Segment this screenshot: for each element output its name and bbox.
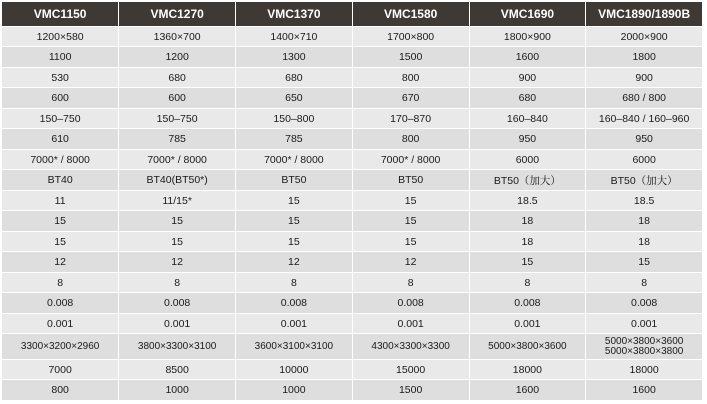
table-cell: 1100 (2, 47, 119, 67)
table-cell: BT40(BT50*) (119, 170, 236, 190)
table-cell: 150–800 (236, 108, 353, 128)
table-cell: 11/15* (119, 190, 236, 210)
table-cell: 8 (2, 272, 119, 292)
table-cell: 18 (586, 211, 703, 231)
table-cell: 1600 (586, 380, 703, 401)
table-cell: 15 (352, 190, 469, 210)
cell-line: 5000×3800×3800 (604, 345, 684, 357)
table-cell: 600 (119, 88, 236, 108)
header-cell: VMC1270 (119, 2, 236, 27)
table-cell (586, 334, 703, 360)
table-cell: 18000 (586, 359, 703, 379)
table-cell: 0.008 (586, 293, 703, 313)
table-row (2, 27, 703, 47)
table-cell: 7000* / 8000 (352, 149, 469, 169)
table-cell: 150–750 (119, 108, 236, 128)
table-cell: 1400×710 (236, 27, 353, 47)
table-cell: 3300×3200×2960 (2, 334, 119, 360)
table-body (2, 27, 703, 401)
table-cell: 18.5 (586, 190, 703, 210)
table-cell: 8 (236, 272, 353, 292)
table-cell: 0.008 (352, 293, 469, 313)
table-row (2, 211, 703, 231)
table-cell: 8500 (119, 359, 236, 379)
table-cell: 7000* / 8000 (236, 149, 353, 169)
table-cell: 18 (586, 231, 703, 251)
table-row (2, 313, 703, 333)
table-cell: 0.001 (586, 313, 703, 333)
table-row (2, 129, 703, 149)
table-cell: 0.008 (2, 293, 119, 313)
table-cell: 15 (119, 211, 236, 231)
table-cell: 0.001 (469, 313, 586, 333)
table-cell: 8 (586, 272, 703, 292)
table-cell: 12 (2, 252, 119, 272)
table-cell: 160–840 / 160–960 (586, 108, 703, 128)
table-cell: 12 (352, 252, 469, 272)
table-cell: 1800 (586, 47, 703, 67)
table-cell: BT40 (2, 170, 119, 190)
table-cell: 11 (2, 190, 119, 210)
table-cell: 680 (236, 67, 353, 87)
table-cell: 680 / 800 (586, 88, 703, 108)
table-cell: 900 (586, 67, 703, 87)
table-cell: 1500 (352, 47, 469, 67)
header-cell: VMC1690 (469, 2, 586, 27)
table-cell: 0.001 (352, 313, 469, 333)
table-cell: 6000 (586, 149, 703, 169)
table-cell: 6000 (469, 149, 586, 169)
table-cell: 8 (469, 272, 586, 292)
table-row (2, 47, 703, 67)
table-cell: 15 (236, 231, 353, 251)
table-row (2, 170, 703, 190)
table-cell: 800 (352, 67, 469, 87)
table-header (2, 2, 703, 27)
table-cell: 1700×800 (352, 27, 469, 47)
table-cell: 15 (352, 231, 469, 251)
table-cell: 15 (2, 231, 119, 251)
table-cell: 610 (2, 129, 119, 149)
table-cell: 1000 (119, 380, 236, 401)
table-cell: 0.001 (2, 313, 119, 333)
table-cell: 15000 (352, 359, 469, 379)
table-row (2, 272, 703, 292)
header-cell: VMC1580 (352, 2, 469, 27)
table-cell: 1300 (236, 47, 353, 67)
table-cell: 15 (2, 211, 119, 231)
table-cell: 150–750 (2, 108, 119, 128)
table-cell: 160–840 (469, 108, 586, 128)
table-cell: 900 (469, 67, 586, 87)
table-cell: 12 (236, 252, 353, 272)
table-cell: 3600×3100×3100 (236, 334, 353, 360)
table-cell: 10000 (236, 359, 353, 379)
table-row (2, 359, 703, 379)
table-cell: 15 (236, 211, 353, 231)
header-cell: VMC1890/1890B (586, 2, 703, 27)
table-cell: 0.008 (119, 293, 236, 313)
table-cell: 15 (352, 211, 469, 231)
table-cell: 15 (586, 252, 703, 272)
table-cell: 5000×3800×3600 (469, 334, 586, 360)
table-cell: 15 (119, 231, 236, 251)
table-cell: 680 (469, 88, 586, 108)
table-cell: 1600 (469, 47, 586, 67)
table-cell: 1360×700 (119, 27, 236, 47)
table-row (2, 108, 703, 128)
table-cell: 1600 (469, 380, 586, 401)
table-cell: 1500 (352, 380, 469, 401)
table-cell: 3800×3300×3100 (119, 334, 236, 360)
table-row (2, 334, 703, 360)
table-cell: 530 (2, 67, 119, 87)
table-cell: 1800×900 (469, 27, 586, 47)
table-cell: 18 (469, 231, 586, 251)
header-cell: VMC1150 (2, 2, 119, 27)
table-cell: BT50 (236, 170, 353, 190)
table-cell: 950 (586, 129, 703, 149)
table-cell: 0.008 (236, 293, 353, 313)
table-cell: 2000×900 (586, 27, 703, 47)
header-row (2, 2, 703, 27)
table-row (2, 231, 703, 251)
table-cell: 18 (469, 211, 586, 231)
table-cell: 0.008 (469, 293, 586, 313)
table-cell: 785 (236, 129, 353, 149)
table-row (2, 190, 703, 210)
table-cell: 800 (2, 380, 119, 401)
table-cell: 7000 (2, 359, 119, 379)
table-row (2, 293, 703, 313)
table-cell: 18.5 (469, 190, 586, 210)
table-cell: 0.001 (236, 313, 353, 333)
cell-line: 5000×3800×3600 (604, 335, 684, 347)
table-cell: 680 (119, 67, 236, 87)
table-row (2, 149, 703, 169)
table-cell: 12 (119, 252, 236, 272)
table-cell: 650 (236, 88, 353, 108)
table-cell: 4300×3300×3300 (352, 334, 469, 360)
table-cell: BT50（加大） (469, 170, 586, 190)
table-cell: 15 (469, 252, 586, 272)
table-row (2, 88, 703, 108)
table-cell: 600 (2, 88, 119, 108)
table-cell: 18000 (469, 359, 586, 379)
table-cell: 8 (119, 272, 236, 292)
spec-table (2, 2, 703, 401)
table-cell: 8 (352, 272, 469, 292)
table-row (2, 380, 703, 401)
table-cell: 785 (119, 129, 236, 149)
table-cell: 15 (236, 190, 353, 210)
table-cell: 7000* / 8000 (2, 149, 119, 169)
table-cell: 1000 (236, 380, 353, 401)
table-cell: BT50 (352, 170, 469, 190)
table-row (2, 67, 703, 87)
table-cell: 170–870 (352, 108, 469, 128)
table-cell: 800 (352, 129, 469, 149)
table-cell: 950 (469, 129, 586, 149)
table-cell: 1200 (119, 47, 236, 67)
table-row (2, 252, 703, 272)
table-cell: 0.001 (119, 313, 236, 333)
table-cell: 1200×580 (2, 27, 119, 47)
table-cell: 670 (352, 88, 469, 108)
table-cell: BT50（加大） (586, 170, 703, 190)
header-cell: VMC1370 (236, 2, 353, 27)
table-cell: 7000* / 8000 (119, 149, 236, 169)
